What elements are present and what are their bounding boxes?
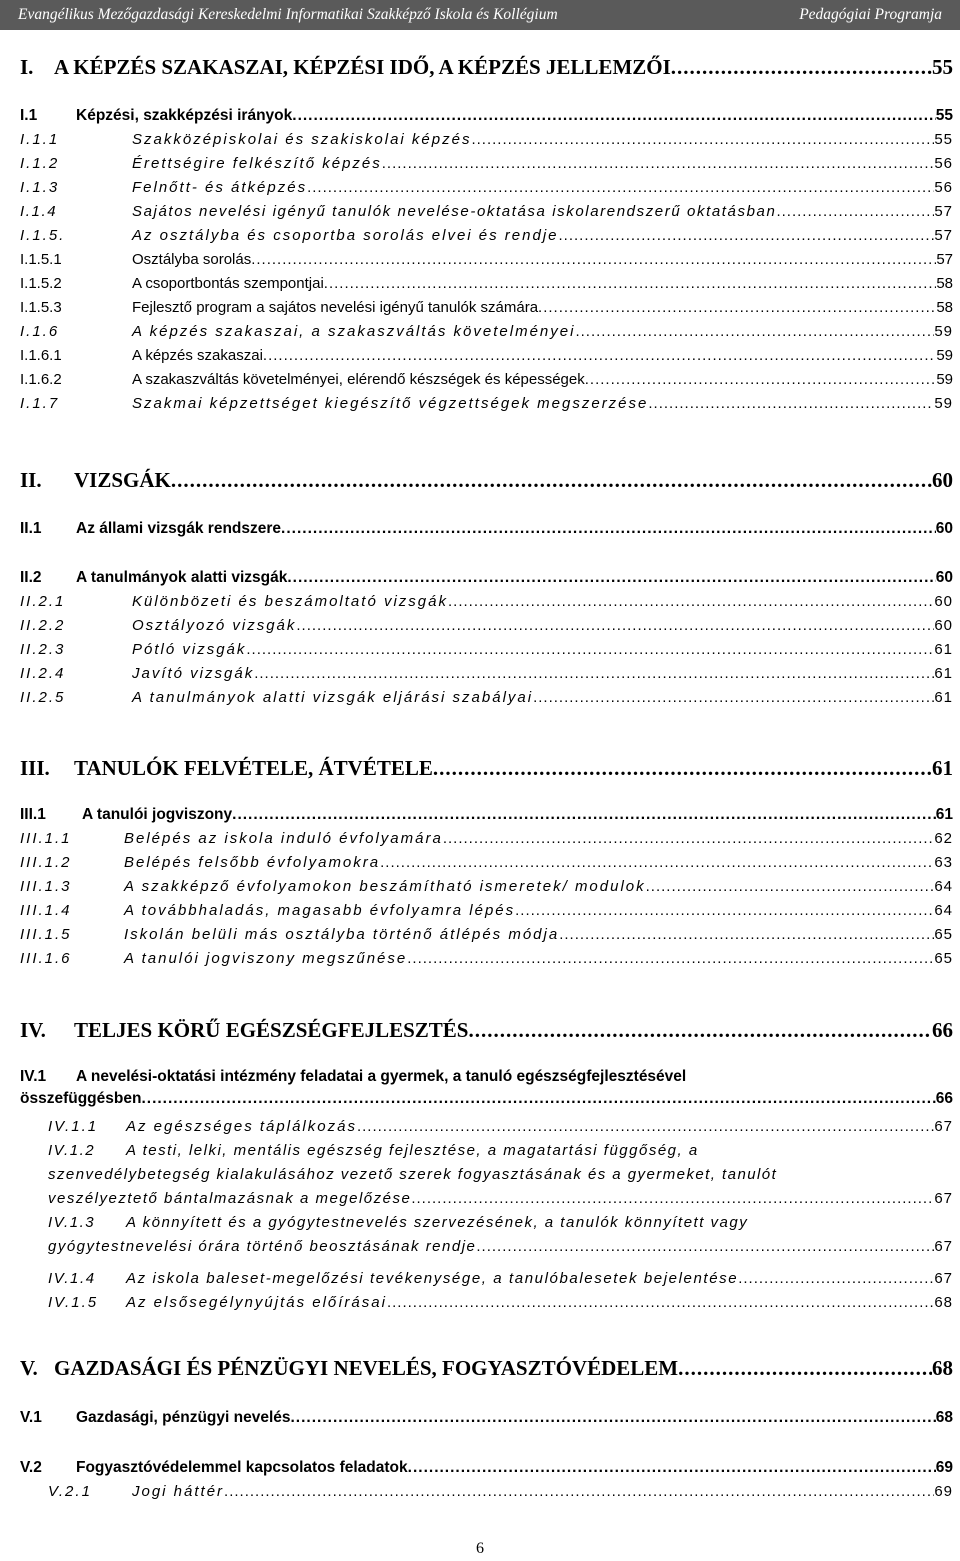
toc-number: I.1.5.3 — [20, 299, 62, 316]
toc-leader — [671, 55, 932, 80]
toc-entry-subsection[interactable] — [20, 323, 953, 340]
toc-entry-section[interactable] — [20, 107, 953, 125]
toc-page: 66 — [932, 1018, 953, 1042]
toc-leader — [738, 1270, 934, 1287]
toc-number: V.2.1 — [48, 1483, 92, 1500]
toc-title: Érettségire felkészítő képzés — [132, 155, 382, 172]
toc-page: 68 — [934, 1294, 953, 1311]
toc-leader — [382, 155, 935, 172]
toc-number: II.2.3 — [20, 641, 66, 658]
toc-number: I.1.6.1 — [20, 347, 62, 364]
toc-page: 67 — [934, 1270, 953, 1287]
toc-title-continued: veszélyeztető bántalmazásnak a megelőzése — [48, 1190, 412, 1207]
toc-title: A tanulmányok alatti vizsgák eljárási szabályai — [132, 689, 534, 706]
toc-leader — [324, 275, 937, 292]
toc-title: A nevelési-oktatási intézmény feladatai a gyermek, a tanuló egészségfejlesztésével — [76, 1068, 687, 1085]
toc-entry-subsection[interactable] — [20, 926, 953, 943]
toc-number: IV.1.5 — [48, 1294, 99, 1311]
toc-leader — [141, 1090, 935, 1108]
toc-number: I.1.3 — [20, 179, 60, 196]
toc-entry-section[interactable] — [20, 1068, 953, 1114]
toc-page: 55 — [932, 55, 953, 79]
toc-leader — [224, 1483, 934, 1500]
toc-leader — [307, 179, 934, 196]
toc-page: 64 — [934, 878, 953, 895]
toc-page: 60 — [934, 617, 953, 634]
toc-number: I.1 — [20, 107, 38, 124]
toc-entry-section[interactable] — [20, 806, 953, 824]
toc-number: I.1.5.2 — [20, 275, 62, 292]
toc-number: IV. — [20, 1018, 46, 1042]
toc-page: 57 — [934, 203, 953, 220]
toc-title: A továbbhaladás, magasabb évfolyamra lépés — [124, 902, 516, 919]
toc-title: Sajátos nevelési igényű tanulók nevelése-oktatása iskolarendszerű oktatásban — [132, 203, 777, 220]
toc-leader — [559, 227, 935, 244]
toc-number: II.2.4 — [20, 665, 66, 682]
toc-entry-section[interactable] — [20, 569, 953, 587]
toc-page: 56 — [934, 155, 953, 172]
toc-page: 59 — [936, 347, 953, 364]
toc-number: III.1.5 — [20, 926, 72, 943]
toc-number: V.1 — [20, 1409, 42, 1426]
toc-leader — [559, 926, 934, 943]
toc-entry-subsubsection[interactable] — [20, 251, 953, 268]
toc-leader — [171, 468, 932, 493]
toc-entry-subsection[interactable] — [20, 902, 953, 919]
toc-number: I.1.5.1 — [20, 251, 62, 268]
toc-entry-subsection[interactable] — [20, 395, 953, 412]
toc-leader — [254, 665, 934, 682]
toc-page: 69 — [935, 1459, 953, 1476]
toc-page: 59 — [936, 371, 953, 388]
toc-page: 58 — [936, 299, 953, 316]
toc-entry-chapter[interactable] — [20, 468, 953, 493]
toc-entry-subsection[interactable] — [20, 203, 953, 220]
toc-title: A szakképző évfolyamokon beszámítható ismeretek/ modulok — [124, 878, 646, 895]
toc-number: IV.1.3 — [48, 1214, 96, 1231]
toc-number: IV.1.4 — [48, 1270, 96, 1287]
toc-leader — [407, 950, 934, 967]
toc-leader — [281, 520, 936, 538]
toc-page: 58 — [936, 275, 953, 292]
toc-number: V.2 — [20, 1459, 42, 1476]
toc-page: 56 — [934, 179, 953, 196]
toc-page: 59 — [934, 323, 953, 340]
toc-leader — [296, 617, 934, 634]
toc-page: 60 — [932, 468, 953, 492]
toc-leader — [648, 395, 934, 412]
toc-leader — [291, 1409, 936, 1427]
toc-page: 68 — [935, 1409, 953, 1426]
toc-entry-section[interactable] — [20, 520, 953, 538]
toc-title: Gazdasági, pénzügyi nevelés — [76, 1409, 291, 1426]
toc-entry-subsubsection[interactable] — [20, 299, 953, 316]
toc-entry-subsubsection[interactable] — [20, 275, 953, 292]
toc-page: 61 — [935, 806, 953, 823]
toc-title: A képzés szakaszai, a szakaszváltás követelményei — [132, 323, 576, 340]
toc-page: 59 — [934, 395, 953, 412]
toc-number: I.1.7 — [20, 395, 60, 412]
toc-title: Fogyasztóvédelemmel kapcsolatos feladatok — [76, 1459, 408, 1476]
toc-leader — [538, 299, 936, 316]
toc-number: II.2.2 — [20, 617, 66, 634]
toc-title: Az állami vizsgák rendszere — [76, 520, 282, 537]
toc-number: III.1 — [20, 806, 46, 823]
toc-page: 61 — [934, 665, 953, 682]
toc-number: IV.1.2 — [48, 1142, 96, 1159]
toc-entry-subsubsection[interactable] — [20, 371, 953, 388]
toc-entry-subsection[interactable] — [20, 641, 953, 658]
toc-page: 60 — [935, 569, 953, 586]
toc-title: A képzés szakaszai — [132, 347, 263, 364]
toc-leader — [292, 107, 935, 125]
toc-title: Osztályozó vizsgák — [132, 617, 297, 634]
toc-leader — [251, 251, 936, 268]
toc-entry-subsection[interactable] — [20, 830, 953, 847]
toc-page: 62 — [934, 830, 953, 847]
toc-title: A tanulói jogviszony megszűnése — [124, 950, 408, 967]
toc-leader — [443, 830, 935, 847]
toc-title: Belépés felsőbb évfolyamokra — [124, 854, 381, 871]
toc-page: 63 — [934, 854, 953, 871]
toc-number: II.2 — [20, 569, 42, 586]
toc-leader — [246, 641, 934, 658]
toc-leader — [471, 131, 934, 148]
toc-title: Az iskola baleset-megelőzési tevékenysége, a tanulóbalesetek bejelentése — [126, 1270, 739, 1287]
toc-page: 55 — [935, 107, 953, 124]
toc-title: A csoportbontás szempontjai — [132, 275, 324, 292]
toc-entry-subsection[interactable] — [20, 665, 953, 682]
toc-leader — [476, 1238, 934, 1255]
toc-number: III.1.2 — [20, 854, 72, 871]
toc-entry-subsection[interactable] — [20, 179, 953, 196]
toc-title: Képzési, szakképzési irányok — [76, 107, 293, 124]
toc-leader — [232, 806, 936, 824]
toc-title: Szakközépiskolai és szakiskolai képzés — [132, 131, 472, 148]
toc-leader — [575, 323, 934, 340]
page-number: 6 — [476, 1540, 484, 1557]
toc-entry-subsection[interactable] — [20, 155, 953, 172]
header-school-name: Evangélikus Mezőgazdasági Kereskedelmi Informatikai Szakképző Iskola és Kollégium — [18, 6, 558, 23]
toc-title: A KÉPZÉS SZAKASZAI, KÉPZÉSI IDŐ, A KÉPZÉS JELLEMZŐI — [54, 55, 671, 79]
toc-title: Szakmai képzettséget kiegészítő végzettségek megszerzése — [132, 395, 649, 412]
toc-page: 66 — [935, 1090, 953, 1107]
toc-entry-chapter[interactable] — [20, 1018, 953, 1043]
toc-title: Különbözeti és beszámoltató vizsgák — [132, 593, 448, 610]
toc-title: A tanulói jogviszony — [82, 806, 233, 823]
toc-entry-subsection[interactable] — [20, 689, 953, 706]
toc-leader — [533, 689, 934, 706]
toc-page: 67 — [934, 1118, 953, 1135]
toc-page: 55 — [934, 131, 953, 148]
page-header — [0, 0, 960, 30]
toc-page: 61 — [934, 689, 953, 706]
toc-number: II. — [20, 468, 42, 492]
toc-number: I.1.6.2 — [20, 371, 62, 388]
toc-title: TANULÓK FELVÉTELE, ÁTVÉTELE — [74, 756, 433, 780]
toc-leader — [678, 1356, 932, 1381]
toc-entry-subsection[interactable] — [20, 593, 953, 610]
toc-entry-subsection[interactable] — [48, 1483, 953, 1500]
toc-title: GAZDASÁGI ÉS PÉNZÜGYI NEVELÉS, FOGYASZTÓVÉDELEM — [54, 1356, 679, 1380]
toc-leader — [448, 593, 934, 610]
toc-title-continued: összefüggésben — [20, 1090, 142, 1107]
toc-number: I.1.5. — [20, 227, 66, 244]
toc-number: II.2.5 — [20, 689, 66, 706]
toc-number: III.1.3 — [20, 878, 72, 895]
toc-number: I. — [20, 55, 34, 79]
toc-title: A könnyített és a gyógytestnevelés szervezésének, a tanulók könnyített vagy — [126, 1214, 749, 1231]
toc-leader — [408, 1459, 936, 1477]
toc-number: I.1.1 — [20, 131, 60, 148]
toc-entry-chapter[interactable] — [20, 756, 953, 781]
toc-title: Az egészséges táplálkozás — [126, 1118, 357, 1135]
toc-page: 67 — [934, 1190, 953, 1207]
toc-entry-subsection[interactable] — [48, 1270, 953, 1287]
toc-title-continued: szenvedélybetegség kialakulásához vezető szerek fogyasztásának és a gyermeket, tanulót — [48, 1166, 778, 1183]
toc-page: 60 — [934, 593, 953, 610]
toc-title: Javító vizsgák — [132, 665, 255, 682]
toc-title: Felnőtt- és átképzés — [132, 179, 308, 196]
toc-entry-section[interactable] — [20, 1409, 953, 1427]
toc-leader — [585, 371, 937, 388]
toc-title-continued: gyógytestnevelési órára történő beosztásának rendje — [48, 1238, 477, 1255]
toc-page: 60 — [935, 520, 953, 537]
toc-entry-subsubsection[interactable] — [20, 347, 953, 364]
toc-entry-subsection[interactable] — [48, 1118, 953, 1135]
toc-entry-chapter[interactable] — [20, 55, 953, 80]
toc-entry-subsection[interactable] — [20, 854, 953, 871]
toc-entry-subsection[interactable] — [20, 227, 953, 244]
toc-entry-subsection[interactable] — [48, 1294, 953, 1311]
toc-number: III. — [20, 756, 50, 780]
toc-title: Jogi háttér — [132, 1483, 225, 1500]
toc-page: 61 — [932, 756, 953, 780]
toc-page: 64 — [934, 902, 953, 919]
toc-entry-subsection[interactable] — [20, 617, 953, 634]
toc-title: VIZSGÁK — [74, 468, 171, 492]
toc-number: III.1.6 — [20, 950, 72, 967]
toc-number: II.2.1 — [20, 593, 66, 610]
toc-title: Osztályba sorolás — [132, 251, 252, 268]
toc-number: V. — [20, 1356, 38, 1380]
toc-title: Az elsősegélynyújtás előírásai — [126, 1294, 387, 1311]
toc-page: 57 — [934, 227, 953, 244]
toc-title: Belépés az iskola induló évfolyamára — [124, 830, 443, 847]
toc-page: 61 — [934, 641, 953, 658]
toc-leader — [357, 1118, 934, 1135]
toc-title: A szakaszváltás követelményei, elérendő készségek és képességek — [132, 371, 585, 388]
toc-page: 65 — [934, 950, 953, 967]
toc-page: 57 — [936, 251, 953, 268]
toc-leader — [433, 756, 932, 781]
toc-number: III.1.4 — [20, 902, 72, 919]
toc-title: A tanulmányok alatti vizsgák — [76, 569, 288, 586]
header-document-title: Pedagógiai Programja — [799, 6, 942, 23]
toc-leader — [287, 569, 935, 587]
toc-leader — [380, 854, 934, 871]
toc-title: Pótló vizsgák — [132, 641, 247, 658]
toc-number: I.1.6 — [20, 323, 60, 340]
toc-title: A testi, lelki, mentális egészség fejlesztése, a magatartási függőség, a — [126, 1142, 699, 1159]
toc-number: II.1 — [20, 520, 42, 537]
toc-title: Fejlesztő program a sajátos nevelési igényű tanulók számára — [132, 299, 539, 316]
toc-leader — [469, 1018, 933, 1043]
toc-leader — [776, 203, 934, 220]
toc-number: III.1.1 — [20, 830, 72, 847]
toc-entry-chapter[interactable] — [20, 1356, 953, 1381]
toc-title: Az osztályba és csoportba sorolás elvei és rendje — [132, 227, 559, 244]
toc-leader — [411, 1190, 934, 1207]
toc-entry-section[interactable] — [20, 1459, 953, 1477]
toc-entry-subsection[interactable] — [20, 878, 953, 895]
toc-entry-subsection[interactable] — [20, 131, 953, 148]
toc-entry-subsection[interactable] — [20, 950, 953, 967]
toc-leader — [515, 902, 934, 919]
toc-number: IV.1.1 — [48, 1118, 99, 1135]
toc-entry-subsection[interactable] — [48, 1214, 953, 1262]
toc-page: 67 — [934, 1238, 953, 1255]
toc-number: I.1.2 — [20, 155, 60, 172]
toc-leader — [646, 878, 935, 895]
toc-number: IV.1 — [20, 1068, 47, 1085]
toc-number: I.1.4 — [20, 203, 58, 220]
toc-leader — [387, 1294, 934, 1311]
toc-title: Iskolán belüli más osztályba történő átlépés módja — [124, 926, 560, 943]
toc-entry-subsection[interactable] — [48, 1142, 953, 1214]
toc-page: 65 — [934, 926, 953, 943]
toc-leader — [263, 347, 936, 364]
toc-page: 68 — [932, 1356, 953, 1380]
toc-page: 69 — [934, 1483, 953, 1500]
toc-title: TELJES KÖRŰ EGÉSZSÉGFEJLESZTÉS — [74, 1018, 469, 1042]
